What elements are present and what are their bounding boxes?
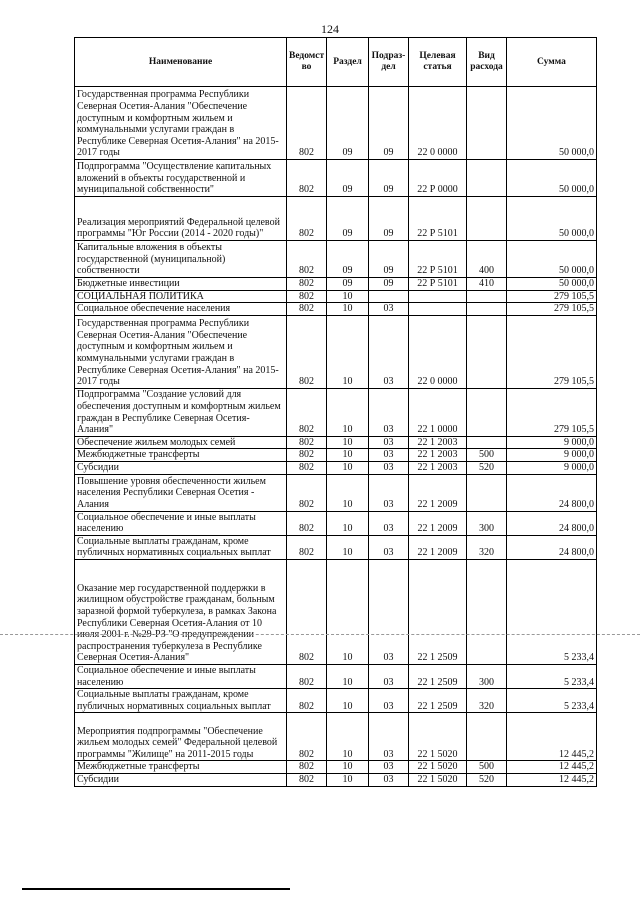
cell-dept: 802 [287, 278, 327, 291]
cell-sum: 12 445,2 [507, 761, 597, 774]
cell-section: 10 [327, 388, 369, 436]
cell-expense [467, 290, 507, 303]
cell-section: 09 [327, 197, 369, 241]
cell-name: Обеспечение жильем молодых семей [75, 436, 287, 449]
cell-sum: 12 445,2 [507, 773, 597, 786]
cell-dept: 802 [287, 474, 327, 511]
cell-target: 22 1 2009 [409, 511, 467, 535]
cell-subsection: 03 [369, 664, 409, 688]
table-row [75, 773, 597, 786]
cell-sum: 24 800,0 [507, 474, 597, 511]
cell-target [409, 303, 467, 316]
cell-expense: 400 [467, 241, 507, 278]
cell-dept: 802 [287, 388, 327, 436]
cell-subsection: 03 [369, 474, 409, 511]
cell-target: 22 1 2009 [409, 474, 467, 511]
table-row [75, 474, 597, 511]
table-row [75, 87, 597, 160]
cell-subsection: 03 [369, 773, 409, 786]
cell-name: Государственная программа Республики Северная Осетия-Алания "Обеспечение доступным и комфортным жильем и коммунальными услугами граждан в Республике Северная Осетия-Алания" на 2015-2017 годы [75, 315, 287, 388]
cell-subsection [369, 290, 409, 303]
cell-sum: 5 233,4 [507, 559, 597, 664]
table-row [75, 436, 597, 449]
cell-sum: 50 000,0 [507, 241, 597, 278]
cell-subsection: 03 [369, 388, 409, 436]
column-header-sum: Сумма [507, 38, 597, 87]
cell-expense: 320 [467, 689, 507, 713]
cell-section: 10 [327, 713, 369, 761]
cell-expense: 500 [467, 449, 507, 462]
cell-target: 22 1 2003 [409, 461, 467, 474]
cell-name: Бюджетные инвестиции [75, 278, 287, 291]
table-row [75, 160, 597, 197]
cell-target: 22 1 5020 [409, 713, 467, 761]
cell-sum: 279 105,5 [507, 290, 597, 303]
cell-subsection: 03 [369, 689, 409, 713]
cell-expense [467, 713, 507, 761]
cell-sum: 279 105,5 [507, 303, 597, 316]
cell-expense [467, 315, 507, 388]
cell-target: 22 Р 5101 [409, 278, 467, 291]
cell-target: 22 1 2509 [409, 689, 467, 713]
table-row [75, 303, 597, 316]
cell-sum: 50 000,0 [507, 87, 597, 160]
scan-fold-line [0, 634, 640, 635]
cell-dept: 802 [287, 449, 327, 462]
table-row [75, 449, 597, 462]
table-row [75, 388, 597, 436]
cell-sum: 9 000,0 [507, 461, 597, 474]
cell-expense [467, 87, 507, 160]
table-row [75, 535, 597, 559]
cell-expense: 320 [467, 535, 507, 559]
cell-section: 10 [327, 559, 369, 664]
cell-expense: 410 [467, 278, 507, 291]
cell-sum: 12 445,2 [507, 713, 597, 761]
column-header-section: Раздел [327, 38, 369, 87]
cell-section: 09 [327, 278, 369, 291]
cell-section: 09 [327, 87, 369, 160]
cell-name: Оказание мер государственной поддержки в жилищном обустройстве гражданам, больным заразной формой туберкулеза, в рамках Закона Республики Северная Осетия-Алания от 10 июля 2001 г. №29-РЗ "О предупреждении распространения туберкулеза в Республике Северная Осетия-Алания" [75, 559, 287, 664]
cell-expense: 520 [467, 773, 507, 786]
cell-dept: 802 [287, 664, 327, 688]
cell-dept: 802 [287, 461, 327, 474]
cell-dept: 802 [287, 773, 327, 786]
cell-subsection: 09 [369, 278, 409, 291]
cell-target: 22 0 0000 [409, 87, 467, 160]
cell-expense: 520 [467, 461, 507, 474]
cell-sum: 9 000,0 [507, 449, 597, 462]
page-number: 124 [321, 22, 339, 36]
cell-sum: 24 800,0 [507, 535, 597, 559]
cell-subsection: 09 [369, 160, 409, 197]
budget-table [74, 37, 597, 787]
cell-section: 10 [327, 315, 369, 388]
table-row [75, 290, 597, 303]
cell-dept: 802 [287, 241, 327, 278]
cell-subsection: 09 [369, 241, 409, 278]
cell-target: 22 1 2003 [409, 449, 467, 462]
cell-expense: 300 [467, 664, 507, 688]
column-header-dept: Ведомст во [287, 38, 327, 87]
cell-subsection: 03 [369, 436, 409, 449]
cell-dept: 802 [287, 303, 327, 316]
cell-name: Социальное обеспечение и иные выплаты населению [75, 511, 287, 535]
cell-target: 22 1 0000 [409, 388, 467, 436]
cell-target: 22 Р 5101 [409, 197, 467, 241]
cell-dept: 802 [287, 559, 327, 664]
cell-expense [467, 160, 507, 197]
cell-subsection: 03 [369, 315, 409, 388]
cell-target: 22 1 2509 [409, 559, 467, 664]
cell-name: Социальные выплаты гражданам, кроме публичных нормативных социальных выплат [75, 535, 287, 559]
cell-target [409, 290, 467, 303]
cell-subsection: 03 [369, 535, 409, 559]
cell-section: 10 [327, 303, 369, 316]
cell-dept: 802 [287, 315, 327, 388]
table-header-row [75, 38, 597, 87]
cell-dept: 802 [287, 689, 327, 713]
cell-name: Межбюджетные трансферты [75, 449, 287, 462]
cell-subsection: 03 [369, 449, 409, 462]
cell-subsection: 03 [369, 713, 409, 761]
cell-target: 22 1 5020 [409, 773, 467, 786]
cell-section: 09 [327, 160, 369, 197]
cell-name: Государственная программа Республики Северная Осетия-Алания "Обеспечение доступным и комфортным жильем и коммунальными услугами граждан в Республике Северная Осетия-Алания" на 2015-2017 годы [75, 87, 287, 160]
cell-name: СОЦИАЛЬНАЯ ПОЛИТИКА [75, 290, 287, 303]
cell-target: 22 1 2509 [409, 664, 467, 688]
cell-sum: 50 000,0 [507, 160, 597, 197]
table-row [75, 664, 597, 688]
cell-name: Мероприятия подпрограммы "Обеспечение жильем молодых семей" Федеральной целевой программы "Жилище" на 2011-2015 годы [75, 713, 287, 761]
cell-section: 10 [327, 689, 369, 713]
cell-subsection: 09 [369, 197, 409, 241]
footnote-separator [22, 888, 290, 890]
cell-name: Подпрограмма "Создание условий для обеспечения доступным и комфортным жильем граждан в Республике Северная Осетия-Алания" [75, 388, 287, 436]
cell-name: Субсидии [75, 773, 287, 786]
cell-expense [467, 388, 507, 436]
cell-name: Повышение уровня обеспеченности жильем населения Республики Северная Осетия - Алания [75, 474, 287, 511]
cell-section: 10 [327, 511, 369, 535]
cell-name: Социальные выплаты гражданам, кроме публичных нормативных социальных выплат [75, 689, 287, 713]
cell-expense [467, 436, 507, 449]
cell-name: Подпрограмма "Осуществление капитальных вложений в объекты государственной и муниципальной собственности" [75, 160, 287, 197]
cell-target: 22 Р 0000 [409, 160, 467, 197]
cell-dept: 802 [287, 511, 327, 535]
cell-subsection: 09 [369, 87, 409, 160]
cell-expense [467, 474, 507, 511]
column-header-subsection: Подраз- дел [369, 38, 409, 87]
cell-name: Социальное обеспечение населения [75, 303, 287, 316]
column-header-expense: Вид расхода [467, 38, 507, 87]
cell-dept: 802 [287, 535, 327, 559]
cell-expense: 300 [467, 511, 507, 535]
cell-section: 10 [327, 773, 369, 786]
cell-sum: 50 000,0 [507, 278, 597, 291]
cell-name: Социальное обеспечение и иные выплаты населению [75, 664, 287, 688]
cell-expense [467, 303, 507, 316]
cell-dept: 802 [287, 290, 327, 303]
cell-section: 09 [327, 241, 369, 278]
table-body [75, 87, 597, 787]
cell-target: 22 1 2009 [409, 535, 467, 559]
table-row [75, 713, 597, 761]
table-row [75, 278, 597, 291]
cell-subsection: 03 [369, 303, 409, 316]
cell-dept: 802 [287, 436, 327, 449]
table-row [75, 511, 597, 535]
cell-name: Субсидии [75, 461, 287, 474]
cell-dept: 802 [287, 87, 327, 160]
cell-dept: 802 [287, 197, 327, 241]
cell-section: 10 [327, 535, 369, 559]
cell-target: 22 Р 5101 [409, 241, 467, 278]
cell-sum: 5 233,4 [507, 664, 597, 688]
cell-section: 10 [327, 461, 369, 474]
table-row [75, 761, 597, 774]
cell-section: 10 [327, 474, 369, 511]
cell-subsection: 03 [369, 761, 409, 774]
cell-name: Реализация мероприятий Федеральной целевой программы "Юг России (2014 - 2020 годы)" [75, 197, 287, 241]
cell-sum: 279 105,5 [507, 388, 597, 436]
cell-section: 10 [327, 761, 369, 774]
cell-subsection: 03 [369, 461, 409, 474]
cell-name: Межбюджетные трансферты [75, 761, 287, 774]
cell-expense: 500 [467, 761, 507, 774]
cell-dept: 802 [287, 713, 327, 761]
cell-sum: 5 233,4 [507, 689, 597, 713]
cell-sum: 50 000,0 [507, 197, 597, 241]
table-row [75, 559, 597, 664]
cell-sum: 9 000,0 [507, 436, 597, 449]
cell-target: 22 1 5020 [409, 761, 467, 774]
cell-expense [467, 197, 507, 241]
cell-name: Капитальные вложения в объекты государственной (муниципальной) собственности [75, 241, 287, 278]
column-header-target: Целевая статья [409, 38, 467, 87]
cell-subsection: 03 [369, 559, 409, 664]
cell-section: 10 [327, 449, 369, 462]
cell-dept: 802 [287, 160, 327, 197]
cell-expense [467, 559, 507, 664]
cell-section: 10 [327, 290, 369, 303]
column-header-name: Наименование [75, 38, 287, 87]
cell-section: 10 [327, 664, 369, 688]
cell-sum: 24 800,0 [507, 511, 597, 535]
cell-dept: 802 [287, 761, 327, 774]
cell-section: 10 [327, 436, 369, 449]
table-row [75, 461, 597, 474]
table-row [75, 197, 597, 241]
table-row [75, 241, 597, 278]
cell-subsection: 03 [369, 511, 409, 535]
cell-target: 22 0 0000 [409, 315, 467, 388]
cell-target: 22 1 2003 [409, 436, 467, 449]
table-row [75, 315, 597, 388]
table-row [75, 689, 597, 713]
cell-sum: 279 105,5 [507, 315, 597, 388]
